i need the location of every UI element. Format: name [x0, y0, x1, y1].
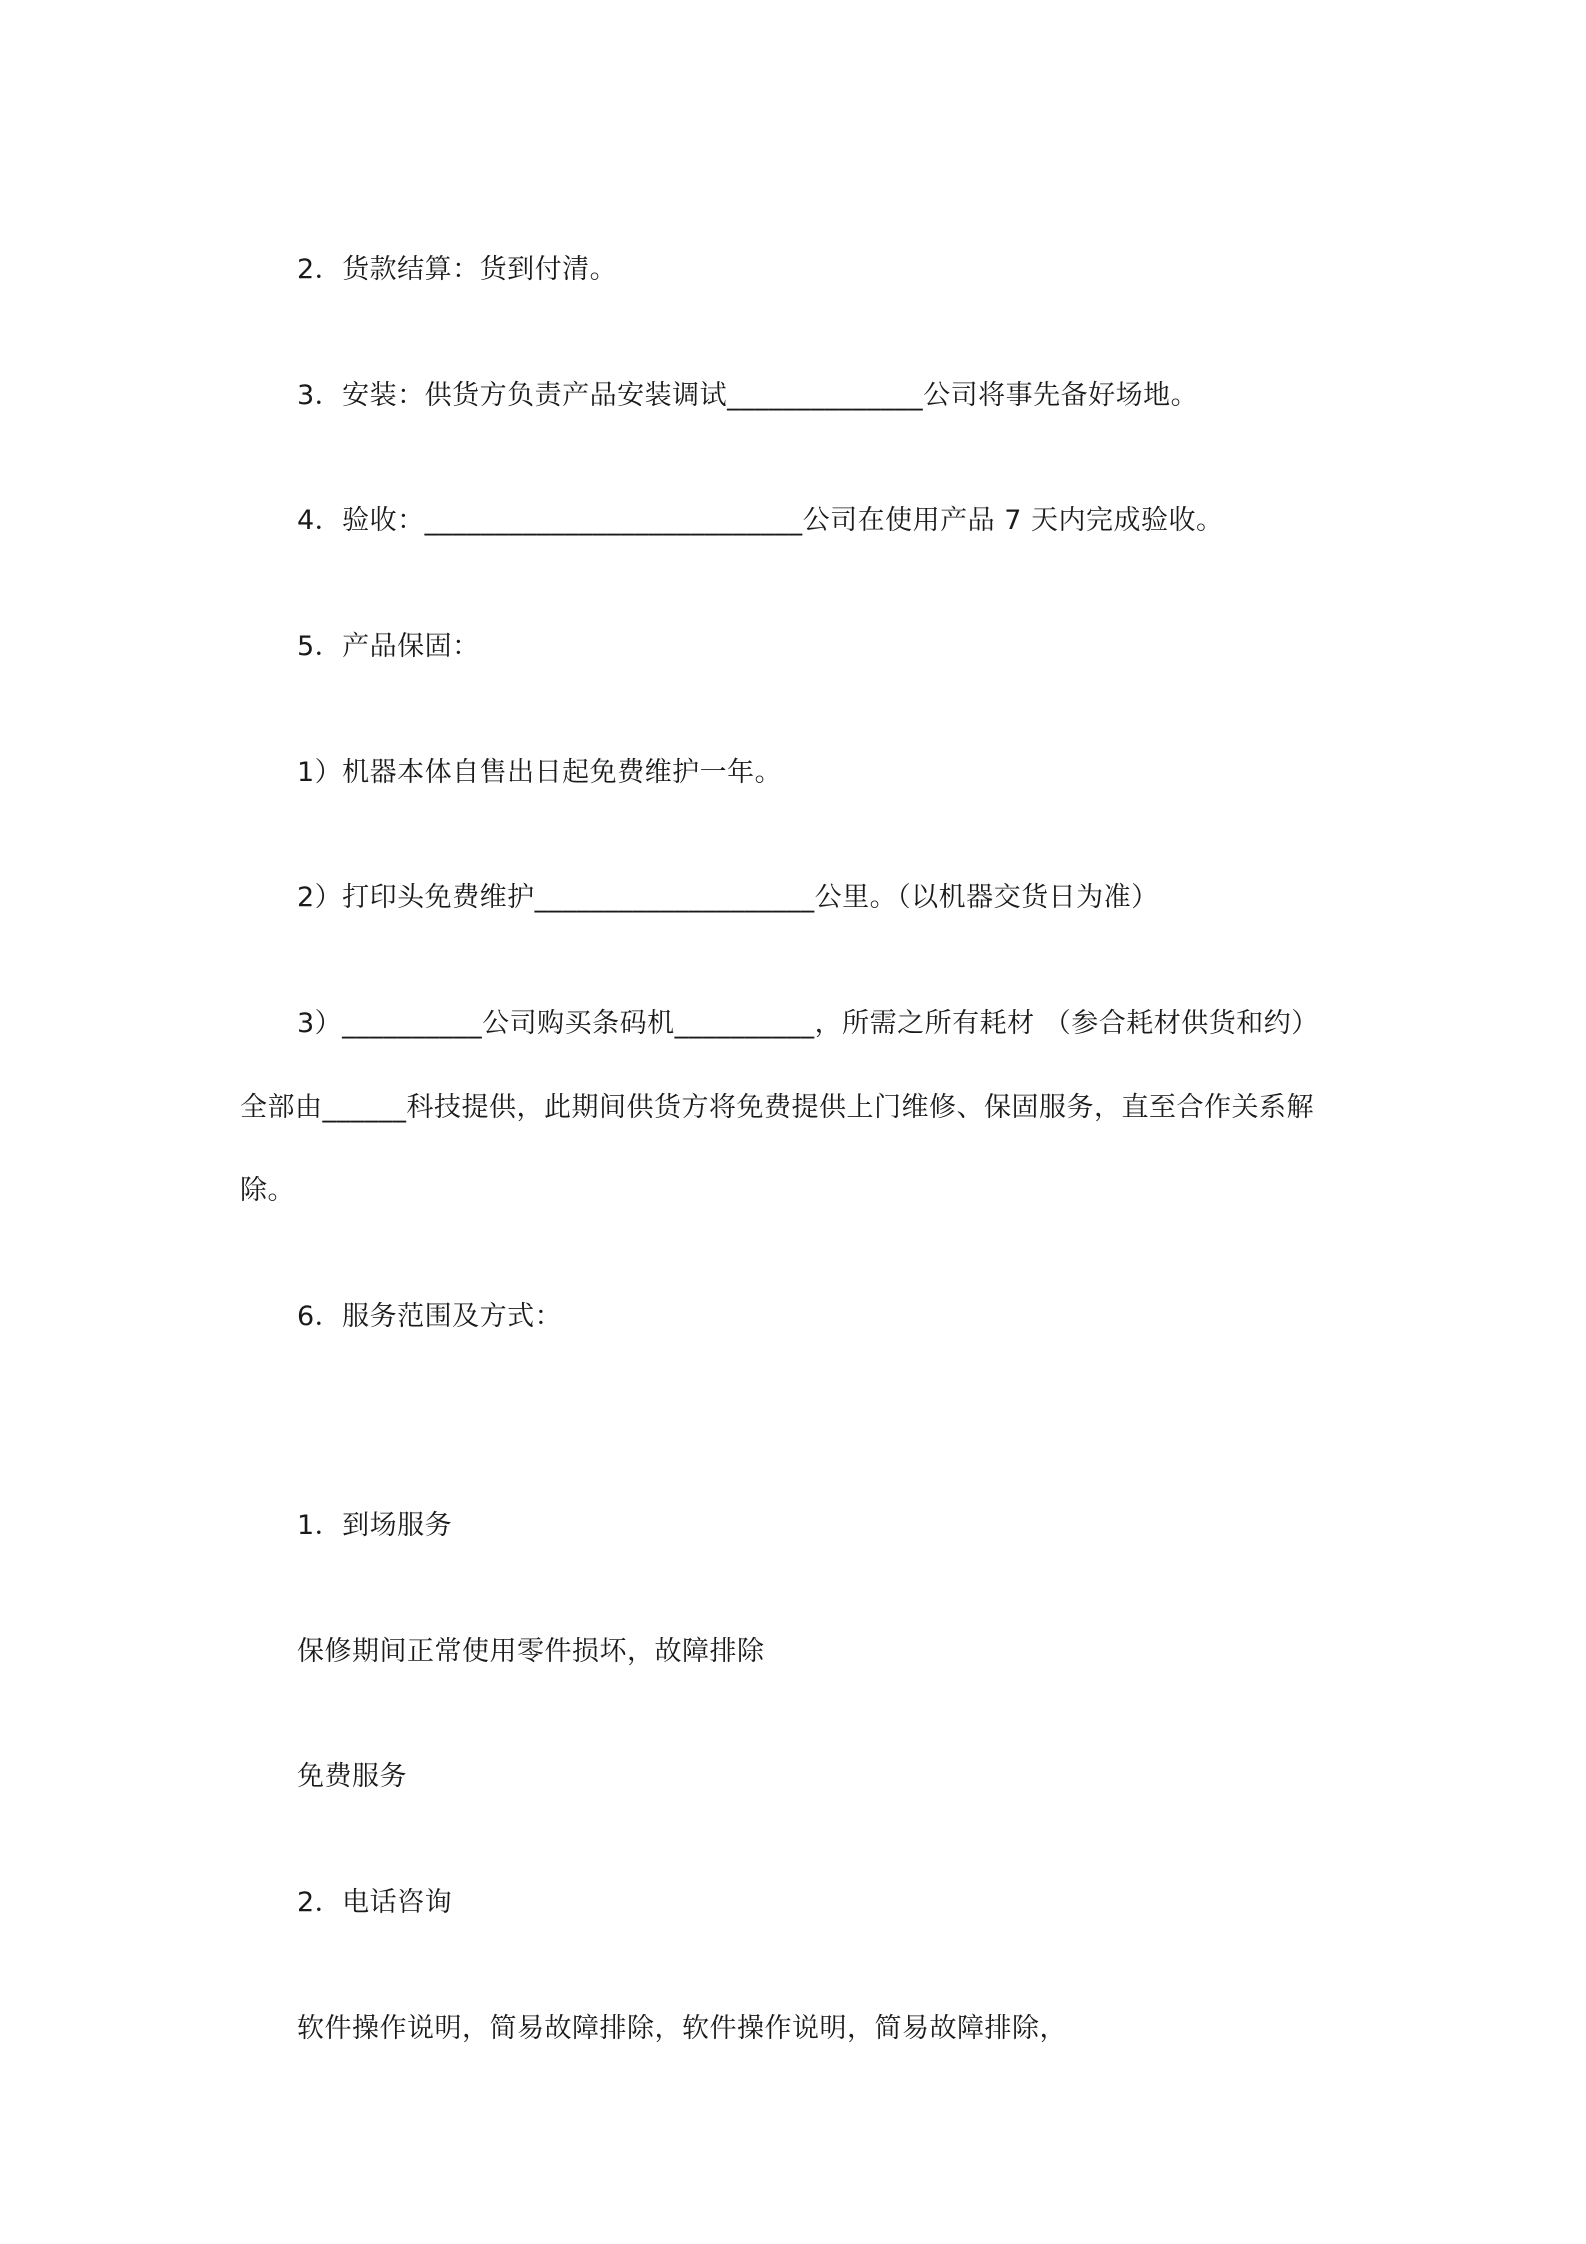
warranty-item-3-line-1: 3）__________公司购买条码机__________，所需之所有耗材 （参合耗材供货和约） [297, 1008, 1319, 1039]
service-item-2-heading: 2．电话咨询 [297, 1887, 453, 1918]
service-item-1-description: 保修期间正常使用零件损坏，故障排除 [297, 1636, 765, 1667]
warranty-item-2: 2）打印头免费维护____________________公里。（以机器交货日为准） [297, 882, 1159, 913]
service-item-1-heading: 1．到场服务 [297, 1510, 453, 1541]
service-item-1-fee: 免费服务 [297, 1761, 407, 1792]
clause-service-scope-heading: 6．服务范围及方式： [297, 1301, 563, 1332]
warranty-item-3-line-3: 除。 [240, 1175, 295, 1206]
clause-payment: 2．货款结算：货到付清。 [297, 254, 618, 285]
warranty-item-1: 1）机器本体自售出日起免费维护一年。 [297, 757, 783, 788]
service-item-2-description: 软件操作说明，简易故障排除，软件操作说明，简易故障排除， [297, 2013, 1067, 2044]
clause-installation: 3．安装：供货方负责产品安装调试______________公司将事先备好场地。 [297, 380, 1199, 411]
warranty-item-3-line-2: 全部由______科技提供，此期间供货方将免费提供上门维修、保固服务，直至合作关系解 [240, 1092, 1314, 1123]
clause-warranty-heading: 5．产品保固： [297, 631, 480, 662]
clause-acceptance: 4．验收：___________________________公司在使用产品 7 天内完成验收。 [297, 505, 1224, 536]
